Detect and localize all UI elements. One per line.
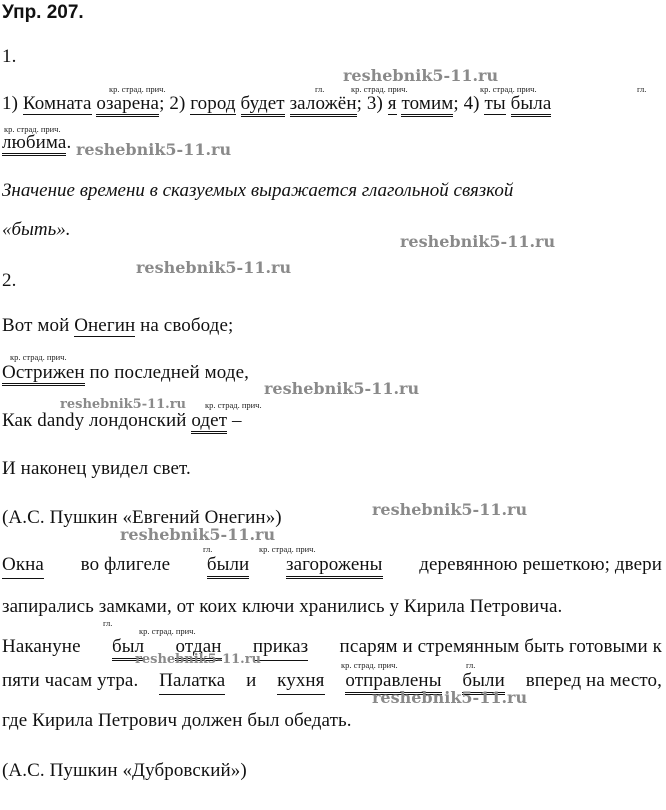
predicate-word: была: [511, 93, 552, 117]
predicate-word: заложён: [290, 93, 357, 117]
sentence-line: любима.: [2, 132, 71, 154]
subject-word: кухня: [277, 670, 324, 695]
watermark: reshebnik5-11.ru: [76, 140, 232, 159]
subject-word: Комната: [22, 93, 92, 114]
predicate-word: отправлены: [345, 670, 441, 695]
predicate-word: Острижен: [2, 362, 85, 386]
predicate-word: одет: [191, 410, 227, 434]
watermark: reshebnik5-11.ru: [372, 688, 528, 707]
poem-line: Острижен по последней моде,: [2, 362, 249, 384]
tag-short-passive: кр. страд. прич.: [480, 84, 537, 94]
predicate-word: озарена: [96, 93, 159, 117]
predicate-word: будет: [241, 93, 285, 117]
poem-source: (А.С. Пушкин «Евгений Онегин»): [2, 507, 282, 528]
watermark: reshebnik5-11.ru: [60, 397, 187, 412]
tag-verb: гл.: [466, 660, 476, 670]
grammar-note: «быть».: [2, 219, 71, 240]
tag-short-passive: кр. страд. прич.: [10, 352, 67, 362]
watermark: reshebnik5-11.ru: [343, 66, 499, 85]
part2-number: 2.: [2, 270, 17, 291]
watermark: reshebnik5-11.ru: [136, 258, 292, 277]
tag-verb: гл.: [103, 618, 113, 628]
poem-line: Вот мой Онегин на свободе;: [2, 315, 234, 336]
subject-word: город: [190, 93, 236, 114]
predicate-word: были: [207, 554, 249, 579]
tag-verb: гл.: [637, 84, 647, 94]
prose-line: пяти часам утра. Палатка и кухня отправлены были вперед на место,: [2, 670, 662, 695]
watermark: reshebnik5-11.ru: [264, 379, 420, 398]
grammar-note: Значение времени в сказуемых выражается глагольной связкой: [2, 180, 514, 201]
tag-short-passive: кр. страд. прич.: [205, 400, 262, 410]
tag-short-passive: кр. страд. прич.: [109, 84, 166, 94]
predicate-word: томим: [401, 93, 453, 117]
prose-line: запирались замками, от коих ключи хранились у Кирила Петровича.: [2, 596, 563, 617]
predicate-word: любима: [2, 132, 66, 156]
subject-word: Палатка: [159, 670, 225, 695]
watermark: reshebnik5-11.ru: [372, 500, 528, 519]
prose-line: Накануне был отдан приказ псарям и стремянным быть готовыми к: [2, 636, 662, 661]
tag-verb: гл.: [203, 544, 213, 554]
prose-line: Окна во флигеле были загорожены деревянною решеткою; двери: [2, 554, 662, 579]
prose-source: (А.С. Пушкин «Дубровский»): [2, 760, 247, 781]
prose-line: где Кирила Петрович должен был обедать.: [2, 710, 352, 731]
watermark: reshebnik5-11.ru: [135, 652, 262, 667]
tag-short-passive: кр. страд. прич.: [139, 626, 196, 636]
watermark: reshebnik5-11.ru: [400, 232, 556, 251]
predicate-word: были: [462, 670, 504, 695]
subject-word: Окна: [2, 554, 44, 579]
tag-short-passive: кр. страд. прич.: [259, 544, 316, 554]
tag-short-passive: кр. страд. прич.: [341, 660, 398, 670]
watermark: reshebnik5-11.ru: [120, 525, 276, 544]
predicate-word: загорожены: [286, 554, 383, 579]
subject-word: приказ: [253, 636, 308, 661]
subject-word: я: [387, 93, 397, 114]
predicate-word: был: [112, 636, 144, 661]
poem-line: Как dandy лондонский одет –: [2, 410, 242, 432]
tag-short-passive: кр. страд. прич.: [4, 124, 61, 134]
tag-short-passive: кр. страд. прич.: [351, 84, 408, 94]
sentence-line: 1) Комната озарена; 2) город будет заложён; 3) я томим; 4) ты была: [2, 93, 551, 115]
exercise-title: Упр. 207.: [2, 2, 84, 23]
subject-word: ты: [484, 93, 506, 114]
predicate-word: отдан: [175, 636, 221, 661]
subject-word: Онегин: [74, 315, 136, 336]
tag-verb: гл.: [315, 84, 325, 94]
part1-number: 1.: [2, 46, 17, 67]
poem-line: И наконец увидел свет.: [2, 458, 191, 479]
